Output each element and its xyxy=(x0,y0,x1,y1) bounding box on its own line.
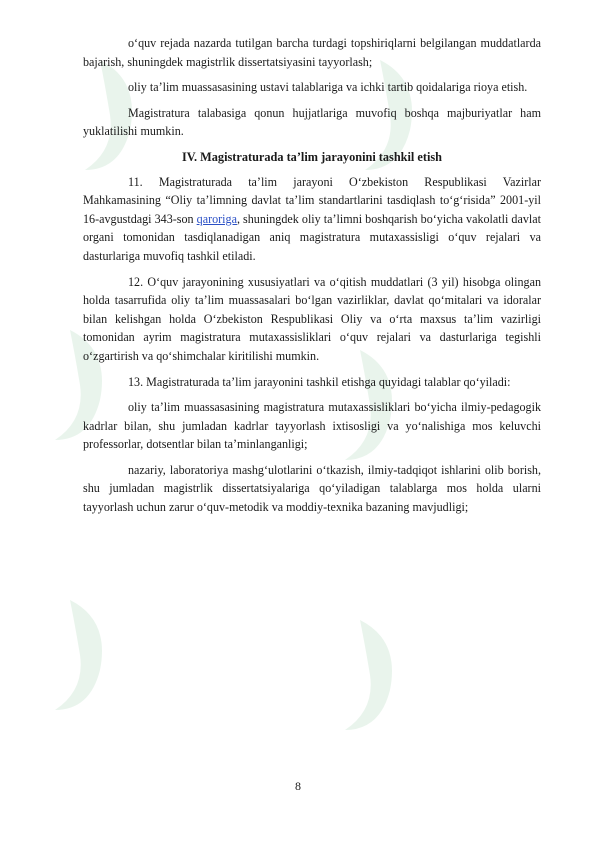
paragraph: oliy ta’lim muassasasining ustavi talablariga va ichki tartib qoidalariga rioya etish. xyxy=(128,80,528,95)
paragraph: o‘quv rejada nazarda tutilgan barcha turdagi topshiriqlarni belgilangan muddatlarda bajarish, shuningdek magistrlik dissertatsiyasini tayyorlash; xyxy=(83,36,541,69)
paragraph: nazariy, laboratoriya mashg‘ulotlarini o‘tkazish, ilmiy-tadqiqot ishlarini olib borish, shu jumladan magistrlik dissertatsiyalariga qo‘yiladigan talablarga mos holda ularni tayyorlash uchun zarur o‘quv-metodik va moddiy-texnika bazaning mavjudligi; xyxy=(83,462,541,515)
page-number: 8 xyxy=(295,779,301,793)
resolution-link[interactable]: qaroriga xyxy=(196,211,237,226)
paragraph: Magistratura talabasiga qonun hujjatlariga muvofiq boshqa majburiyatlar ham yuklatilishi mumkin. xyxy=(83,105,541,139)
paragraph-text: , shuningdek oliy ta’limni boshqarish bo‘yicha vakolatli davlat organi tomonidan tasdiqlanadigan aniq magistratura mutaxassisligi o‘quv rejalari va dasturlariga muvofiq tashkil etiladi. xyxy=(83,211,541,263)
document-body xyxy=(83,34,541,524)
section-heading: IV. Magistraturada ta’lim jarayonini tashkil etish xyxy=(181,149,443,164)
paragraph: oliy ta’lim muassasasining magistratura mutaxassisliklari bo‘yicha ilmiy-pedagogik kadrlar bilan, shu jumladan kadrlar tayyorlash ixtisosligi va yo‘nalishiga mos keluvchi professorlar, dotsentlar bilan ta’minlanganligi; xyxy=(83,400,541,452)
paragraph-text: 11. Magistraturada ta’lim jarayoni O‘zbekiston Respublikasi Vazirlar Mahkamasining “Oliy ta’limning davlat ta’lim standartlarini tasdiqlash to‘g‘risida” 2001-yil 16-avgustdagi 343-son xyxy=(83,174,541,226)
paragraph: 12. O‘quv jarayonining xususiyatlari va o‘qitish muddatlari (3 yil) hisobga olingan holda tasarrufida oliy ta’lim muassasalari bo‘lgan vazirliklar, davlat qo‘mitalari va idoralar bilan kelishgan holda O‘zbekiston Respublikasi Oliy va o‘rta maxsus ta’lim vazirligi tomonidan ayrim magistratura mutaxassisliklari o‘quv rejalari va dasturlariga tegishli o‘zgartirish va qo‘shimchalar kiritilishi mumkin. xyxy=(83,274,541,363)
paragraph: 13. Magistraturada ta’lim jarayonini tashkil etishga quyidagi talablar qo‘yiladi: xyxy=(128,374,511,389)
paragraph-11 xyxy=(83,173,541,266)
